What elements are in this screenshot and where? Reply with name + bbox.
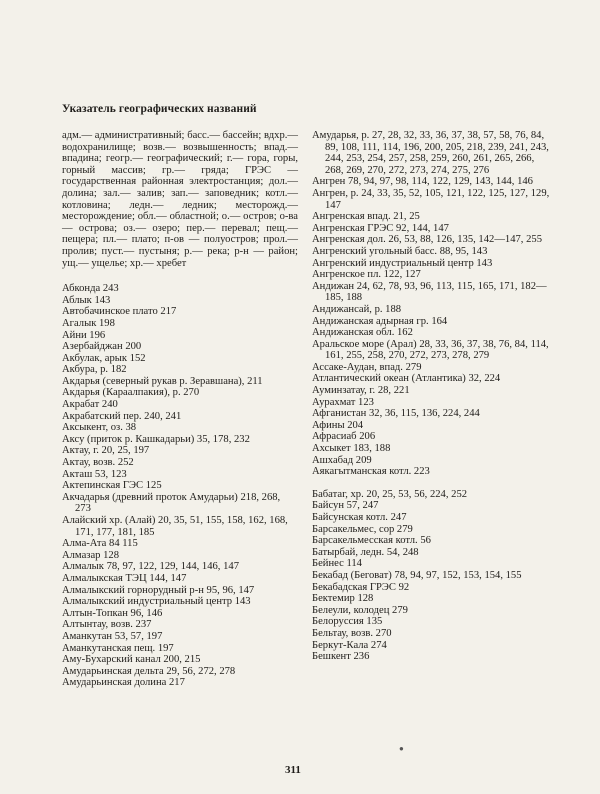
index-entry: Аманкутан 53, 57, 197 [62,630,163,642]
index-entry: Беркут-Кала 274 [312,639,387,651]
index-entry: Акдарья (северный рукав р. Зеравшана), 211 [62,375,263,387]
index-entry: Ангрен 78, 94, 97, 98, 114, 122, 129, 143, 144, 146 [312,176,533,188]
index-entry: Ангренское пл. 122, 127 [312,269,421,281]
index-entry: Бельтау, возв. 270 [312,627,392,639]
index-entry: Айни 196 [62,329,106,341]
index-entry: Ашхабад 209 [312,454,372,466]
index-entry: Акчадарья (древний проток Амударьи) 218, 268, 273 [62,491,281,515]
abbreviations-legend: адм.— административный; басс.— бассейн; вдхр.— водохранилище; возв.— возвышенность; впад.— впадина; геогр.— географический; г.— гора, горы, горный массив; гр.— гряда; ГРЭС — государственная районная электростанция; дол.— долина; зал.— залив; зап.— заповедник; котл.— котловина; ледн.— ледник; месторожд.— месторождение; обл.— областной; о.— остров; о-ва — острова; оз.— озеро; пер.— перевал; пещ.— пещера; пл.— плато; п-ов — полуостров; прол.— пролив; пуст.— пустыня; р.— река; р-н — район; ущ.— ущелье; хр.— хребет [62,130,298,269]
index-entry: Алмалыкская ТЭЦ 144, 147 [62,572,187,584]
index-entry: Актау, г. 20, 25, 197 [62,445,150,457]
index-entry: Алмазар 128 [62,549,119,561]
index-entry: Афины 204 [312,419,364,431]
index-entry: Бешкент 236 [312,651,370,663]
index-entry: Акрабатский пер. 240, 241 [62,410,182,422]
index-entry: Амударьинская долина 217 [62,677,185,689]
index-entry: Аксыкент, оз. 38 [62,422,137,434]
index-entry: Байсунская котл. 247 [312,512,407,523]
index-entry: Байсун 57, 247 [312,500,379,512]
index-entry: Абконда 243 [62,283,119,295]
index-entry: Алмалыкский индустриальный центр 143 [62,596,251,608]
index-entry: Андижанская адырная гр. 164 [312,315,448,327]
index-entry: Барсакельмесская котл. 56 [312,535,431,547]
index-entry: Амударьинская дельта 29, 56, 272, 278 [62,665,236,677]
letter-gap [312,478,550,489]
index-entry: Ахсыкет 183, 188 [312,443,391,455]
index-entry: Ангренская ГРЭС 92, 144, 147 [312,222,449,234]
right-column [312,130,550,663]
index-entry: Аякагытманская котл. 223 [312,466,430,478]
index-entry: Ангренская впад. 21, 25 [312,211,420,223]
index-entry: Афганистан 32, 36, 115, 136, 224, 244 [312,408,480,420]
index-entry: Ангренский угольный басс. 88, 95, 143 [312,245,488,257]
index-entry: Аурахмат 123 [312,396,374,408]
index-entry: Андижанская обл. 162 [312,327,413,339]
index-entry: Азербайджан 200 [62,341,142,353]
index-entry: Автобачинское плато 217 [62,306,177,318]
index-entry: Актау, возв. 252 [62,457,134,469]
left-column [62,130,298,689]
index-entry: Аксу (приток р. Кашкадарьи) 35, 178, 232 [62,433,250,445]
index-entry: Бекабадская ГРЭС 92 [312,581,410,593]
index-entry: Барсакельмес, сор 279 [312,523,413,535]
index-entry: Аманкутанская пещ. 197 [62,642,174,654]
right-entry-list [312,130,550,478]
index-entry: Ангренская дол. 26, 53, 88, 126, 135, 142—147, 255 [312,234,542,246]
index-entry: Андижансай, р. 188 [312,303,402,315]
index-entry: Белоруссия 135 [312,616,383,628]
index-entry: Аблык 143 [62,294,111,306]
index-entry: Афрасиаб 206 [312,431,376,443]
page-number: 311 [285,764,301,776]
index-entry: Алмалыкский горнорудный р-н 95, 96, 147 [62,584,255,596]
index-entry: Ассаке-Аудан, впад. 279 [312,361,422,373]
index-entry: Ауминзатау, г. 28, 221 [312,385,410,397]
index-entry: Аральское море (Арал) 28, 33, 36, 37, 38, 76, 84, 114, 161, 255, 258, 270, 272, 273, 278, 279 [312,338,549,362]
index-entry: Белеули, колодец 279 [312,604,408,616]
index-entry: Алтын-Топкан 96, 146 [62,607,163,619]
index-entry: Бейнес 114 [312,558,362,570]
index-entry: Амударья, р. 27, 28, 32, 33, 36, 37, 38, 57, 58, 76, 84, 89, 108, 111, 114, 196, 200, 205, 218, 239, 241, 243, 244, 253, 254, 257, 258, 259, 260, 261, 265, 266, 268, 269, 270, 272, 273, 274, 275, 276 [312,130,549,176]
left-entry-list [62,283,298,689]
index-entry: Бектемир 128 [312,593,374,605]
index-entry: Акбура, р. 182 [62,364,127,376]
index-entry: Бекабад (Беговат) 78, 94, 97, 152, 153, 154, 155 [312,569,522,581]
index-entry: Акдарья (Караалпакия), р. 270 [62,387,200,399]
index-entry: Атлантический океан (Атлантика) 32, 224 [312,373,501,385]
index-entry: Акрабат 240 [62,399,118,411]
index-entry: Алмалык 78, 97, 122, 129, 144, 146, 147 [62,561,239,573]
index-entry: Аму-Бухарский канал 200, 215 [62,654,201,666]
index-entry: Ангренский индустриальный центр 143 [312,257,493,269]
index-entry: Акташ 53, 123 [62,468,127,480]
index-entry: Бабатаг, хр. 20, 25, 53, 56, 224, 252 [312,488,468,500]
index-entry: Алма-Ата 84 115 [62,538,138,550]
index-entry: Алтынтау, возв. 237 [62,619,152,631]
right-entry-list-b [312,489,550,663]
index-entry: Акбулак, арык 152 [62,352,146,364]
index-entry: Алайский хр. (Алай) 20, 35, 51, 155, 158, 162, 168, 171, 177, 181, 185 [62,515,288,538]
page-mark: ● [399,744,404,753]
index-entry: Батырбай, ледн. 54, 248 [312,546,419,558]
index-entry: Ангрен, р. 24, 33, 35, 52, 105, 121, 122, 125, 127, 129, 147 [312,187,550,211]
index-entry: Актепинская ГЭС 125 [62,480,162,492]
index-entry: Андижан 24, 62, 78, 93, 96, 113, 115, 165, 171, 182—185, 188 [312,280,547,304]
index-entry: Агалык 198 [62,317,115,329]
page-title: Указатель географических названий [62,103,257,115]
